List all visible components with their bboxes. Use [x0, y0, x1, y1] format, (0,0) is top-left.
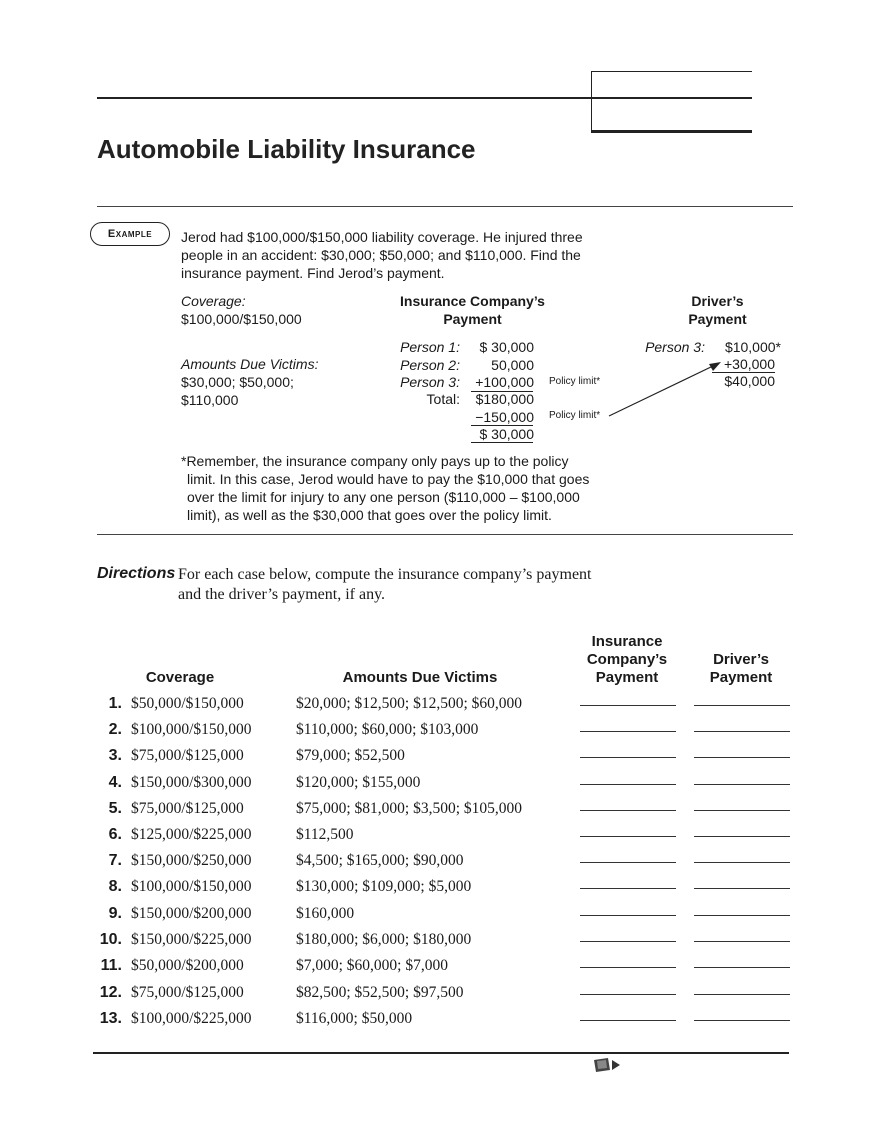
table-row — [0, 747, 880, 773]
table-row — [0, 905, 880, 931]
table-row — [0, 984, 880, 1010]
row-number: 8. — [108, 878, 122, 895]
row-amounts: $110,000; $60,000; $103,000 — [296, 721, 479, 738]
row-coverage: $150,000/$200,000 — [131, 905, 252, 922]
total-value: $180,000 — [475, 391, 534, 407]
driver-answer-blank[interactable] — [694, 836, 790, 837]
footnote-line: limit), as well as the $30,000 that goes over the policy limit. — [187, 507, 552, 523]
row-amounts: $160,000 — [296, 905, 355, 922]
insurer-answer-blank[interactable] — [580, 967, 676, 968]
driver-header — [665, 292, 770, 328]
driver-header-line: Payment — [688, 311, 747, 327]
insurer-answer-blank[interactable] — [580, 784, 676, 785]
insurer-header-line: Payment — [443, 311, 502, 327]
table-row — [0, 878, 880, 904]
row-amounts: $75,000; $81,000; $3,500; $105,000 — [296, 800, 523, 817]
amounts-header: Amounts Due Victims — [342, 669, 498, 686]
driver-payment-header-line: Driver’s — [713, 651, 769, 668]
example-text-line: insurance payment. Find Jerod’s payment. — [181, 265, 445, 281]
row-amounts: $79,000; $52,500 — [296, 747, 405, 764]
example-badge: Example — [90, 222, 170, 246]
insurer-payment-header-line: Payment — [595, 669, 659, 686]
row-number: 10. — [99, 931, 122, 948]
row-coverage: $150,000/$225,000 — [131, 931, 252, 948]
driver-line2: +30,000 — [724, 356, 775, 372]
table-row — [0, 957, 880, 983]
insurer-payment-header-line: Insurance — [591, 633, 663, 650]
row-coverage: $100,000/$150,000 — [131, 721, 252, 738]
example-text — [181, 228, 621, 282]
footnote-line: limit. In this case, Jerod would have to pay the $10,000 that goes — [187, 471, 590, 487]
driver-answer-blank[interactable] — [694, 757, 790, 758]
p3-label: Person 3: — [400, 374, 460, 390]
insurer-payment-header-line: Company’s — [586, 651, 668, 668]
row-coverage: $50,000/$150,000 — [131, 695, 244, 712]
row-number: 6. — [108, 826, 122, 843]
result-rule — [471, 442, 533, 443]
driver-answer-blank[interactable] — [694, 784, 790, 785]
row-coverage: $150,000/$250,000 — [131, 852, 252, 869]
row-amounts: $116,000; $50,000 — [296, 1010, 413, 1027]
insurer-header — [380, 292, 565, 328]
insurer-answer-blank[interactable] — [580, 888, 676, 889]
insurer-answer-blank[interactable] — [580, 915, 676, 916]
insurer-answer-blank[interactable] — [580, 862, 676, 863]
driver-answer-blank[interactable] — [694, 810, 790, 811]
minus-value: −150,000 — [475, 409, 534, 425]
example-footnote — [181, 452, 611, 524]
result-value: $ 30,000 — [479, 426, 534, 442]
row-number: 12. — [99, 984, 122, 1001]
driver-payment-header — [688, 651, 794, 687]
footnote-line: *Remember, the insurance company only pays up to the policy — [181, 453, 569, 469]
driver-answer-blank[interactable] — [694, 941, 790, 942]
row-amounts: $120,000; $155,000 — [296, 774, 421, 791]
directions-line: and the driver’s payment, if any. — [178, 586, 386, 603]
footnote-line: over the limit for injury to any one person ($110,000 – $100,000 — [187, 489, 580, 505]
table-row — [0, 826, 880, 852]
p2-label: Person 2: — [400, 357, 460, 373]
row-amounts: $130,000; $109,000; $5,000 — [296, 878, 472, 895]
row-number: 7. — [108, 852, 122, 869]
coverage-value: $100,000/$150,000 — [181, 311, 302, 327]
insurer-answer-blank[interactable] — [580, 994, 676, 995]
policy-limit-note-1: Policy limit* — [549, 376, 601, 387]
driver-answer-blank[interactable] — [694, 888, 790, 889]
row-number: 11. — [100, 957, 122, 974]
row-coverage: $50,000/$200,000 — [131, 957, 244, 974]
footer-rule — [93, 1052, 789, 1054]
driver-line1: $10,000* — [724, 339, 781, 355]
driver-answer-blank[interactable] — [694, 731, 790, 732]
row-amounts: $7,000; $60,000; $7,000 — [296, 957, 448, 974]
table-row — [0, 695, 880, 721]
driver-p3-label: Person 3: — [645, 339, 705, 355]
amounts-line: $30,000; $50,000; — [181, 374, 294, 390]
row-number: 13. — [99, 1010, 122, 1027]
row-amounts: $112,500 — [296, 826, 354, 843]
row-amounts: $180,000; $6,000; $180,000 — [296, 931, 472, 948]
table-row — [0, 774, 880, 800]
insurer-answer-blank[interactable] — [580, 810, 676, 811]
row-coverage: $75,000/$125,000 — [131, 800, 244, 817]
row-amounts: $20,000; $12,500; $12,500; $60,000 — [296, 695, 523, 712]
row-number: 5. — [108, 800, 122, 817]
row-amounts: $82,500; $52,500; $97,500 — [296, 984, 464, 1001]
amounts-label: Amounts Due Victims: — [181, 356, 319, 372]
row-number: 3. — [108, 747, 122, 764]
name-box — [591, 71, 752, 133]
row-number: 2. — [108, 721, 122, 738]
example-text-line: Jerod had $100,000/$150,000 liability coverage. He injured three — [181, 229, 583, 245]
table-row — [0, 931, 880, 957]
amounts-line: $110,000 — [181, 392, 239, 408]
p1-label: Person 1: — [400, 339, 460, 355]
amounts-values — [181, 373, 294, 409]
driver-answer-blank[interactable] — [694, 915, 790, 916]
row-number: 9. — [108, 905, 122, 922]
driver-answer-blank[interactable] — [694, 862, 790, 863]
row-coverage: $100,000/$150,000 — [131, 878, 252, 895]
row-coverage: $100,000/$225,000 — [131, 1010, 252, 1027]
total-label: Total: — [426, 391, 460, 407]
insurer-header-line: Insurance Company’s — [400, 293, 545, 309]
row-coverage: $150,000/$300,000 — [131, 774, 252, 791]
table-row — [0, 852, 880, 878]
insurer-answer-blank[interactable] — [580, 941, 676, 942]
driver-answer-blank[interactable] — [694, 994, 790, 995]
title-rule — [97, 206, 793, 207]
driver-result: $40,000 — [724, 373, 775, 389]
insurer-payment-header — [572, 633, 682, 687]
row-number: 4. — [108, 774, 122, 791]
insurer-answer-blank[interactable] — [580, 757, 676, 758]
insurer-answer-blank[interactable] — [580, 836, 676, 837]
example-end-rule — [97, 534, 793, 535]
row-coverage: $125,000/$225,000 — [131, 826, 252, 843]
p3-value: +100,000 — [475, 374, 534, 390]
coverage-label: Coverage: — [181, 293, 246, 309]
driver-answer-blank[interactable] — [694, 1020, 790, 1021]
driver-answer-blank[interactable] — [694, 967, 790, 968]
page-title: Automobile Liability Insurance — [97, 134, 476, 164]
row-number: 1. — [108, 695, 122, 712]
driver-payment-header-line: Payment — [709, 669, 773, 686]
table-row — [0, 1010, 880, 1036]
row-coverage: $75,000/$125,000 — [131, 747, 244, 764]
row-amounts: $4,500; $165,000; $90,000 — [296, 852, 464, 869]
p2-value: 50,000 — [491, 357, 534, 373]
example-text-line: people in an accident: $30,000; $50,000; and $110,000. Find the — [181, 247, 581, 263]
driver-answer-blank[interactable] — [694, 705, 790, 706]
table-row — [0, 800, 880, 826]
insurer-answer-blank[interactable] — [580, 705, 676, 706]
driver-header-line: Driver’s — [691, 293, 744, 309]
insurer-answer-blank[interactable] — [580, 731, 676, 732]
row-coverage: $75,000/$125,000 — [131, 984, 244, 1001]
directions-heading: Directions — [97, 565, 176, 582]
table-row — [0, 721, 880, 747]
directions-text — [178, 565, 638, 605]
insurer-answer-blank[interactable] — [580, 1020, 676, 1021]
p1-value: $ 30,000 — [479, 339, 534, 355]
policy-limit-note-2: Policy limit* — [549, 410, 601, 421]
coverage-header: Coverage — [145, 669, 215, 686]
directions-line: For each case below, compute the insurance company’s payment — [178, 566, 592, 583]
next-page-icon — [592, 1057, 622, 1073]
